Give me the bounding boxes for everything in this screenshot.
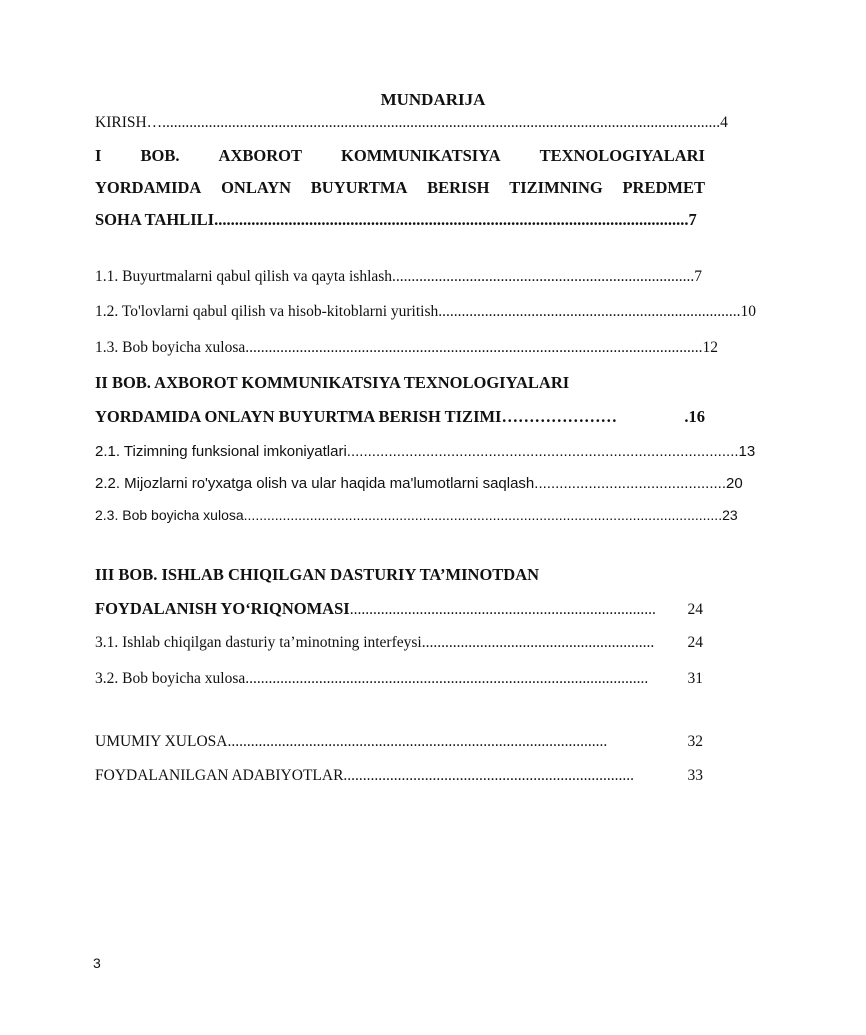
page-number: 3 [93,955,101,971]
toc-entry-conclusion [95,733,703,751]
toc-entry-label: 1.2. To'lovlarni qabul qilish va hisob-kitoblarni yuritish [95,303,439,320]
chapter-2-heading-line-2 [95,407,705,427]
toc-page-number: 23 [722,507,738,523]
toc-entry-references [95,767,703,785]
toc-page-number: 31 [687,670,703,687]
heading-word: AXBOROT [218,146,302,165]
toc-page-number: 12 [702,339,718,356]
toc-page-number: 7 [694,268,703,285]
toc-entry-label: 3.1. Ishlab chiqilgan dasturiy ta’minotning interfeysi [95,634,422,651]
toc-entry-label: 1.3. Bob boyicha xulosa [95,339,246,356]
toc-entry-1-2 [95,303,757,321]
toc-leader-dots: .............................................. [534,475,726,492]
toc-entry-label: 2.1. Tizimning funksional imkoniyatlari [95,443,347,460]
heading-word: BOB. [140,146,180,165]
toc-leader-dots: ................................................................................................................... [214,210,689,229]
toc-entry-2-3 [95,507,738,523]
heading-word: PREDMET [622,178,705,197]
toc-entry-label: KIRISH… [95,114,163,131]
toc-leader-dots: ...................................................................................................................... [245,339,703,356]
toc-entry-2-2 [95,475,743,492]
toc-page-number: 4 [720,114,728,131]
toc-page-number: 10 [740,303,757,320]
toc-leader-dots: ………………… [501,407,617,426]
toc-leader-dots: ................................................................................................................................................ [162,114,721,131]
heading-word: KOMMUNIKATSIYA [341,146,501,165]
toc-page-number: 24 [687,634,703,651]
toc-leader-dots: ........................................................................................................................... [243,507,723,523]
toc-entry-2-1 [95,443,756,460]
heading-word: TIZIMNING [509,178,603,197]
toc-page-number: 7 [688,210,697,229]
toc-leader-dots: ............................................................ [421,634,655,651]
toc-entry-label: YORDAMIDA ONLAYN BUYURTMA BERISH TIZIMI [95,407,502,426]
toc-entry-1-3 [95,339,718,357]
chapter-3-heading-line-2 [95,599,703,619]
toc-entry-label: FOYDALANISH YO‘RIQNOMASI [95,599,350,618]
toc-page-number: .16 [684,407,705,426]
toc-page-number: 24 [687,601,703,618]
toc-entry-3-1 [95,634,703,652]
toc-leader-dots: .............................................................................. [438,303,741,320]
toc-leader-dots: .................................................................................................. [227,733,608,750]
toc-page-number: 20 [726,475,743,492]
heading-word: BERISH [427,178,490,197]
toc-leader-dots: .............................................................................................. [346,443,739,460]
toc-entry-label: 2.2. Mijozlarni ro'yxatga olish va ular haqida ma'lumotlarni saqlash [95,475,535,492]
toc-entry-label: 1.1. Buyurtmalarni qabul qilish va qayta ishlash [95,268,393,285]
chapter-2-heading-line-1 [95,373,705,393]
toc-entry-label: FOYDALANILGAN ADABIYOTLAR [95,767,344,784]
heading-word: BUYURTMA [310,178,408,197]
toc-entry-label: III BOB. ISHLAB CHIQILGAN DASTURIY TA’MINOTDAN [95,565,540,584]
heading-word: YORDAMIDA [95,178,202,197]
toc-entry-label: 2.3. Bob boyicha xulosa [95,507,244,523]
chapter-1-heading-line-3 [95,210,695,230]
toc-entry-3-2 [95,670,703,688]
toc-entry-label: SOHA TAHLILI [95,210,215,229]
heading-word: ONLAYN [221,178,292,197]
heading-word: I [95,146,102,165]
heading-word: TEXNOLOGIYALARI [539,146,705,165]
toc-leader-dots: ........................................................................................................ [245,670,649,687]
toc-page-number: 13 [738,443,756,460]
toc-entry-label: 3.2. Bob boyicha xulosa [95,670,246,687]
toc-leader-dots: ............................................................................... [349,601,656,618]
toc-entry-label: II BOB. AXBOROT KOMMUNIKATSIYA TEXNOLOGIYALARI [95,373,570,392]
toc-leader-dots: .............................................................................. [392,268,695,285]
toc-entry-label: UMUMIY XULOSA [95,733,228,750]
toc-title: MUNDARIJA [380,90,486,109]
chapter-1-heading-line-2 [95,178,705,198]
toc-page-number: 33 [687,767,703,784]
toc-leader-dots: ........................................................................... [343,767,635,784]
toc-entry-kirish [95,114,728,132]
toc-entry-1-1 [95,268,703,286]
toc-page-number: 32 [687,733,703,750]
chapter-1-heading-line-1 [95,146,705,166]
chapter-3-heading-line-1 [95,565,705,585]
